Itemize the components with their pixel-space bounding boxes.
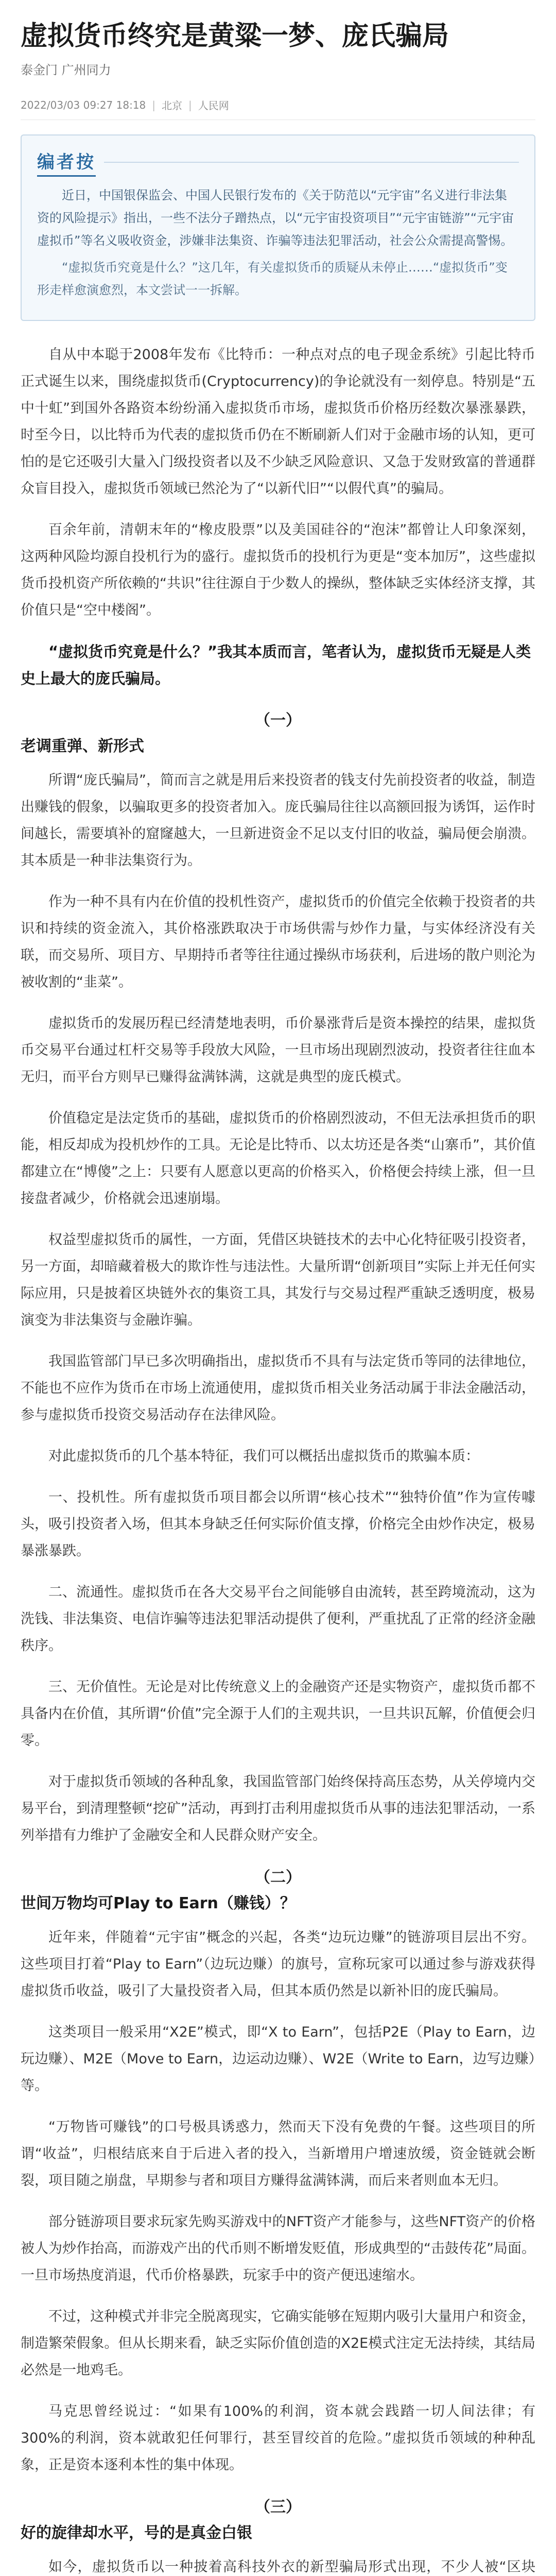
body-paragraph: 百余年前，清朝末年的“橡皮股票”以及美国硅谷的“泡沫”都曾让人印象深刻，这两种风险均源自投机行为的盛行。虚拟货币的投机行为更是“变本加厉”，这些虚拟货币投机资产所依赖的“共识”往往源自于少数人的操纵，整体缺乏实体经济支撑，其价值只是“空中楼阁”。	[21, 522, 535, 618]
article-byline: 泰金门 广州同力	[21, 63, 111, 77]
body-paragraph: 不过，这种模式并非完全脱离现实，它确实能够在短期内吸引大量用户和资金，制造繁荣假象。但从长期来看，缺乏实际价值创造的X2E模式注定无法持续，其结局必然是一地鸡毛。	[21, 2309, 535, 2378]
meta-separator: |	[188, 98, 192, 111]
body-paragraph: 二、流通性。虚拟货币在各大交易平台之间能够自由流转，甚至跨境流动，这为洗钱、非法集资、电信诈骗等违法犯罪活动提供了便利，严重扰乱了正常的经济金融秩序。	[21, 1584, 535, 1654]
body-paragraph: 虚拟货币的发展历程已经清楚地表明，币价暴涨背后是资本操控的结果，虚拟货币交易平台通过杠杆交易等手段放大风险，一旦市场出现剧烈波动，投资者往往血本无归，而平台方则早已赚得盆满钵满，这就是典型的庞氏模式。	[21, 1015, 535, 1085]
publish-site[interactable]: 人民网	[198, 99, 229, 112]
body-paragraph: “万物皆可赚钱”的口号极具诱惑力，然而天下没有免费的午餐。这些项目的所谓“收益”，归根结底来自于后进入者的投入，当新增用户增速放缓，资金链就会断裂，项目随之崩盘，早期参与者和项目方赚得盆满钵满，而后来者则血本无归。	[21, 2119, 535, 2189]
section-number: （二）	[255, 1869, 301, 1887]
body-paragraph: 权益型虚拟货币的属性，一方面，凭借区块链技术的去中心化特征吸引投资者，另一方面，却暗藏着极大的欺诈性与违法性。大量所谓“创新项目”实际上并无任何实际应用，只是披着区块链外衣的集资工具，其发行与交易过程严重缺乏透明度，极易演变为非法集资与金融诈骗。	[21, 1232, 535, 1328]
body-paragraph: 一、投机性。所有虚拟货币项目都会以所谓“核心技术”“独特价值”作为宣传噱头，吸引投资者入场，但其本身缺乏任何实际价值支撑，价格完全由炒作决定，极易暴涨暴跌。	[21, 1489, 535, 1559]
body-paragraph: 这类项目一般采用“X2E”模式，即“X to Earn”，包括P2E（Play to Earn，边玩边赚）、M2E（Move to Earn，边运动边赚）、W2E（Write to Earn，边写边赚）等。	[21, 2024, 535, 2094]
editor-note-box	[21, 134, 535, 321]
editor-note-header	[37, 148, 519, 177]
body-paragraph: 自从中本聪于2008年发布《比特币：一种点对点的电子现金系统》引起比特币正式诞生以来，围绕虚拟货币(Cryptocurrency)的争论就没有一刻停息。特别是“五中十虹”到国外各路资本纷纷涌入虚拟货币市场，虚拟货币价格历经数次暴涨暴跌，时至今日，以比特币为代表的虚拟货币仍在不断刷新人们对于金融市场的认知，更可怕的是它还吸引大量入门级投资者以及不少缺乏风险意识、又急于发财致富的普通群众盲目投入，虚拟货币领域已然沦为了“以新代旧”“以假代真”的骗局。	[21, 347, 535, 497]
body-paragraph: 如今，虚拟货币以一种披着高科技外衣的新型骗局形式出现，不少人被“区块	[48, 2559, 535, 2575]
body-paragraph: 我国监管部门早已多次明确指出，虚拟货币不具有与法定货币等同的法律地位，不能也不应作为货币在市场上流通使用，虚拟货币相关业务活动属于非法金融活动，参与虚拟货币投资交易活动存在法律风险。	[21, 1353, 535, 1423]
publish-location: 北京	[162, 99, 183, 112]
section-number: （三）	[255, 2498, 301, 2516]
article-title: 虚拟货币终究是黄粱一梦、庞氏骗局	[21, 21, 449, 52]
pull-quote: “虚拟货币究竟是什么？”我其本质而言，笔者认为，虚拟货币无疑是人类史上最大的庞氏骗局。	[21, 643, 531, 687]
body-paragraph: 所谓“庞氏骗局”，简而言之就是用后来投资者的钱支付先前投资者的收益，制造出赚钱的假象，以骗取更多的投资者加入。庞氏骗局往往以高额回报为诱饵，运作时间越长，需要填补的窟窿越大，一旦新进资金不足以支付旧的收益，骗局便会崩溃。其本质是一种非法集资行为。	[21, 772, 535, 869]
section-heading: 老调重弹、新形式	[21, 737, 144, 755]
publish-date: 2022/03/03 09:27 18:18	[21, 98, 146, 111]
body-paragraph: 马克思曾经说过：“如果有100%的利润，资本就会践踏一切人间法律；有300%的利润，资本就敢犯任何罪行，甚至冒绞首的危险。”虚拟货币领域的种种乱象，正是资本逐利本性的集中体现。	[21, 2403, 535, 2473]
section-number: （一）	[255, 711, 301, 730]
editor-note-badge: 编者按	[37, 148, 96, 177]
section-heading: 世间万物均可Play to Earn（赚钱）？	[21, 1894, 296, 1912]
section-heading: 好的旋律却水平，号的是真金白银	[21, 2524, 252, 2542]
body-paragraph: 三、无价值性。无论是对比传统意义上的金融资产还是实物资产，虚拟货币都不具备内在价值，其所谓“价值”完全源于人们的主观共识，一旦共识瓦解，价值便会归零。	[21, 1679, 535, 1749]
meta-separator: |	[152, 98, 156, 111]
editor-note-divider	[104, 162, 519, 163]
body-paragraph: 对于虚拟货币领域的各种乱象，我国监管部门始终保持高压态势，从关停境内交易平台，到清理整顿“挖矿”活动，再到打击利用虚拟货币从事的违法犯罪活动，一系列举措有力维护了金融安全和人民群众财产安全。	[21, 1774, 535, 1843]
body-paragraph: 对此虚拟货币的几个基本特征，我们可以概括出虚拟货币的欺骗本质：	[48, 1448, 479, 1464]
body-paragraph: 部分链游项目要求玩家先购买游戏中的NFT资产才能参与，这些NFT资产的价格被人为炒作抬高，而游戏产出的代币则不断增发贬值，形成典型的“击鼓传花”局面。一旦市场热度消退，代币价格暴跌，玩家手中的资产便迅速缩水。	[21, 2214, 535, 2283]
editor-note-paragraph: “虚拟货币究竟是什么？”这几年，有关虚拟货币的质疑从未停止……“虚拟货币”变形走样愈演愈烈，本文尝试一一拆解。	[37, 260, 508, 297]
body-paragraph: 近年来，伴随着“元宇宙”概念的兴起，各类“边玩边赚”的链游项目层出不穷。这些项目打着“Play to Earn”（边玩边赚）的旗号，宣称玩家可以通过参与游戏获得虚拟货币收益，吸引了大量投资者入局，但其本质仍然是以新补旧的庞氏骗局。	[21, 1929, 535, 1999]
body-paragraph: 价值稳定是法定货币的基础，虚拟货币的价格剧烈波动，不但无法承担货币的职能，相反却成为投机炒作的工具。无论是比特币、以太坊还是各类“山寨币”，其价值都建立在“博傻”之上：只要有人愿意以更高的价格买入，价格便会持续上涨，但一旦接盘者减少，价格就会迅速崩塌。	[21, 1110, 535, 1207]
body-paragraph: 作为一种不具有内在价值的投机性资产，虚拟货币的价值完全依赖于投资者的共识和持续的资金流入，其价格涨跌取决于市场供需与炒作力量，与实体经济没有关联，而交易所、项目方、早期持币者等往往通过操纵市场获利，后进场的散户则沦为被收割的“韭菜”。	[21, 894, 535, 990]
article-meta	[21, 92, 535, 120]
editor-note-paragraph: 近日，中国银保监会、中国人民银行发布的《关于防范以“元宇宙”名义进行非法集资的风险提示》指出，一些不法分子蹭热点，以“元宇宙投资项目”“元宇宙链游”“元宇宙虚拟币”等名义吸收资金，涉嫌非法集资、诈骗等违法犯罪活动，社会公众需提高警惕。	[37, 188, 514, 248]
